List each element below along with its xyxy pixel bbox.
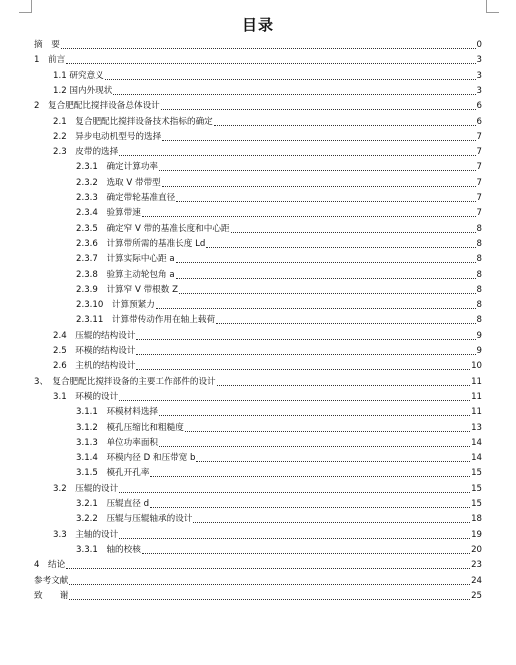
toc-entry[interactable] [76,235,482,250]
toc-entry[interactable] [53,128,482,143]
toc-entry[interactable] [53,67,482,82]
toc-entry-title: 2.3.9 计算窄 V 带根数 Z [76,284,178,295]
toc-entry[interactable] [34,36,482,51]
toc-entry[interactable] [76,311,482,326]
toc-page-number: 7 [476,162,482,173]
toc-page-number: 23 [471,560,482,571]
toc-dot-leader [113,94,475,95]
toc-page-number: 19 [471,529,482,540]
toc-page-number: 6 [476,101,482,112]
toc-dot-leader [231,232,476,233]
toc-page-number: 13 [471,422,482,433]
toc-dot-leader [214,125,476,126]
toc-entry-title: 3.1 环模的设计 [53,391,119,402]
toc-entry-title: 2.3.11 计算带传动作用在轴上载荷 [76,315,216,326]
toc-entry[interactable] [53,327,482,342]
toc-entry-title: 3.2.1 压辊直径 d [76,499,150,509]
toc-entry-title: 2.3 皮带的选择 [53,147,119,158]
toc-entry[interactable] [53,388,482,403]
toc-entry-title: 2.5 环模的结构设计 [53,346,136,356]
toc-entry[interactable] [76,189,482,204]
toc-page-number: 7 [476,177,482,188]
toc-entry-title: 2.3.8 验算主动轮包角 a [76,269,175,280]
toc-entry[interactable] [53,342,482,357]
toc-dot-leader [136,354,475,355]
toc-entry[interactable] [53,357,482,372]
toc-dot-leader [176,201,475,202]
toc-entry[interactable] [76,403,482,418]
toc-dot-leader [66,63,475,64]
toc-entry-title: 3.3 主轴的设计 [53,529,119,540]
toc-entry[interactable] [53,480,482,495]
toc-entry[interactable] [76,204,482,219]
toc-dot-leader [119,538,470,539]
toc-page-number: 11 [471,407,482,418]
toc-dot-leader [193,522,470,523]
toc-dot-leader [119,155,475,156]
toc-page-number: 8 [476,269,482,280]
toc-entry-title: 2.3.6 计算带所需的基准长度 Ld [76,238,206,249]
toc-dot-leader [162,140,475,141]
toc-entry-title: 3.2.2 压辊与压辊轴承的设计 [76,514,193,525]
toc-dot-leader [119,400,470,401]
toc-dot-leader [217,385,470,386]
toc-page-number: 20 [471,544,482,555]
toc-page-number: 11 [471,391,482,402]
toc-entry-title: 2.6 主机的结构设计 [53,361,136,372]
toc-dot-leader [176,262,476,263]
toc-entry-title: 参考文献 [34,575,69,586]
toc-entry-title: 1 前言 [34,55,66,66]
toc-entry-title: 2.3.4 验算带速 [76,208,141,219]
toc-page-number: 7 [476,131,482,142]
toc-entry[interactable] [76,174,482,189]
toc-entry[interactable] [76,419,482,434]
toc-entry[interactable] [76,464,482,479]
toc-page-number: 7 [476,147,482,158]
toc-dot-leader [162,186,476,187]
toc-dot-leader [136,369,470,370]
toc-page-number: 18 [471,514,482,525]
toc-page-number: 8 [476,238,482,249]
toc-entry-title: 1.1 研究意义 [53,70,104,81]
toc-page-number: 14 [471,453,482,464]
toc-page-number: 8 [476,315,482,326]
toc-dot-leader [61,48,476,49]
toc-page-number: 7 [476,208,482,219]
toc-dot-leader [69,599,470,600]
toc-dot-leader [156,308,476,309]
toc-page-number: 6 [476,116,482,127]
toc-dot-leader [69,584,470,585]
toc-entry-title: 2.1 复合肥配比搅拌设备技术指标的确定 [53,116,213,127]
toc-page-number: 25 [471,590,482,601]
toc-entry[interactable] [34,572,482,587]
toc-entry[interactable] [53,143,482,158]
toc-entry-title: 摘 要 [34,40,60,50]
toc-page-number: 3 [476,70,482,81]
toc-entry[interactable] [76,266,482,281]
toc-dot-leader [161,109,476,110]
toc-page-number: 24 [471,575,482,586]
toc-entry-title: 1.2 国内外现状 [53,85,113,96]
toc-entry[interactable] [76,158,482,173]
toc-page-number: 7 [476,193,482,203]
toc-dot-leader [66,568,470,569]
toc-entry-title: 2.3.10 计算预紧力 [76,300,155,311]
toc-entry-title: 致 谢 [34,590,69,601]
toc-dot-leader [216,323,475,324]
toc-page-number: 15 [471,483,482,494]
toc-dot-leader [159,170,476,171]
toc-entry-title: 2.4 压辊的结构设计 [53,330,136,341]
toc-dot-leader [185,431,470,432]
toc-entry-title: 3.3.1 轴的校核 [76,544,141,555]
toc-entry[interactable] [34,556,482,571]
toc-entry-title: 2 复合肥配比搅拌设备总体设计 [34,101,160,112]
toc-entry[interactable] [53,82,482,97]
toc-dot-leader [119,492,470,493]
toc-entry-title: 3.1.2 模孔压缩比和粗糙度 [76,422,184,433]
toc-entry-title: 3.1.1 环模材料选择 [76,407,159,418]
page-corner-mark-left [19,0,32,13]
toc-page-number: 8 [476,284,482,295]
toc-title: 目录 [241,16,274,34]
toc-entry[interactable] [76,220,482,235]
toc-entry[interactable] [34,97,482,112]
toc-page-number: 9 [476,346,482,356]
toc-dot-leader [206,247,475,248]
toc-dot-leader [142,216,476,217]
toc-entry-title: 3.1.4 环模内径 D 和压带宽 b [76,453,196,464]
toc-page-number: 10 [471,361,482,372]
toc-dot-leader [196,461,470,462]
toc-entry[interactable] [76,495,482,510]
toc-entry[interactable] [76,434,482,449]
toc-entry[interactable] [76,281,482,296]
toc-entry[interactable] [76,250,482,265]
toc-entry-title: 2.3.2 选取 V 带带型 [76,177,161,188]
toc-page-number: 11 [471,376,482,387]
toc-entry[interactable] [76,541,482,556]
toc-entry[interactable] [76,449,482,464]
toc-dot-leader [150,476,470,477]
toc-entry-title: 3.1.3 单位功率面积 [76,437,159,448]
toc-entry[interactable] [34,587,482,602]
toc-page-number: 15 [471,468,482,479]
toc-entry[interactable] [76,296,482,311]
toc-dot-leader [136,339,475,340]
toc-page-number: 3 [476,55,482,66]
toc-dot-leader [159,415,470,416]
toc-dot-leader [142,553,470,554]
toc-entry-title: 3.1.5 模孔开孔率 [76,468,150,479]
toc-entry-title: 2.2 异步电动机型号的选择 [53,131,162,142]
toc-dot-leader [159,446,470,447]
toc-entry[interactable] [53,113,482,128]
toc-entry-title: 3.2 压辊的设计 [53,483,119,494]
toc-entry-title: 2.3.7 计算实际中心距 a [76,254,175,265]
toc-entry-title: 2.3.3 确定带轮基准直径 [76,193,176,203]
toc-dot-leader [150,507,470,508]
toc-entry-title: 2.3.5 确定窄 V 带的基准长度和中心距 [76,223,230,234]
toc-entry[interactable] [34,51,482,66]
toc-page-number: 8 [476,300,482,311]
toc-entry-title: 4 结论 [34,560,66,571]
page-corner-mark-right [486,0,499,13]
toc-page-number: 8 [476,254,482,265]
toc-dot-leader [179,293,476,294]
toc-page-number: 9 [476,330,482,341]
toc-entry[interactable] [76,510,482,525]
toc-page-number: 14 [471,437,482,448]
toc-dot-leader [105,79,476,80]
toc-dot-leader [176,278,476,279]
toc-page-number: 15 [471,499,482,509]
toc-page-number: 0 [476,40,482,50]
toc-entry-title: 3、 复合肥配比搅拌设备的主要工作部件的设计 [34,376,216,387]
toc-entry[interactable] [34,373,482,388]
toc-entry[interactable] [53,526,482,541]
toc-page-number: 3 [476,85,482,96]
toc-page-number: 8 [476,223,482,234]
toc-entry-title: 2.3.1 确定计算功率 [76,162,159,173]
